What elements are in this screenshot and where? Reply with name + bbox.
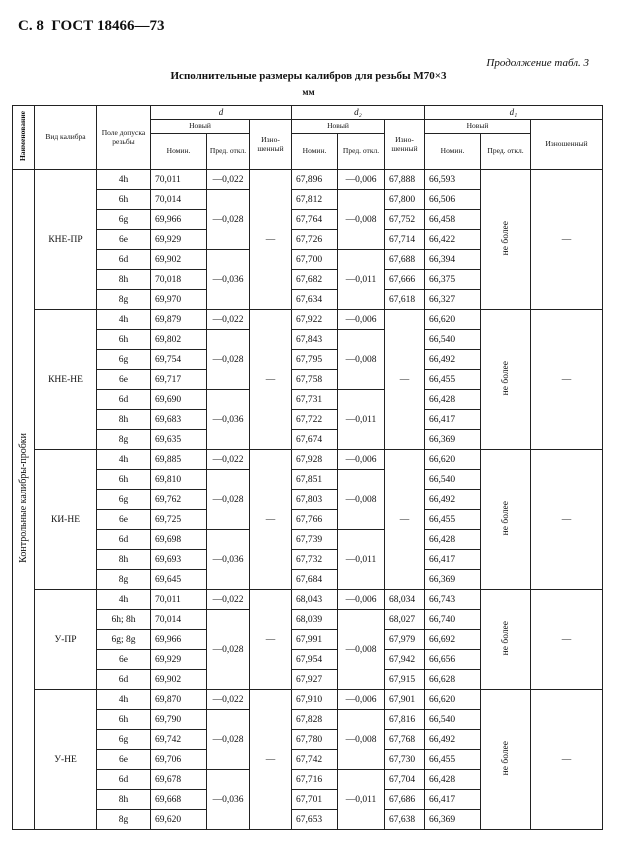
d-nominal: 69,810 [151,470,207,490]
tolerance-field: 8h [97,270,151,290]
page-label: С. 8 [18,18,44,34]
d2-worn: 67,979 [385,630,425,650]
d2-nominal: 67,700 [292,250,338,270]
d1-nominal: 66,620 [425,310,481,330]
table-row [13,170,603,190]
d2-worn-header: Изношенный [385,120,425,170]
d2-worn: 67,638 [385,810,425,830]
d1-nominal: 66,692 [425,630,481,650]
d1-worn: — [531,170,603,310]
d-nominal: 69,690 [151,390,207,410]
d2-worn: 67,800 [385,190,425,210]
d2-nominal: 67,758 [292,370,338,390]
d2-nominal: 67,739 [292,530,338,550]
d2-tolerance: —0,008 [338,610,385,690]
tolerance-field: 6h [97,190,151,210]
d2-worn: 67,618 [385,290,425,310]
d-tolerance: —0,036 [207,530,250,590]
d2-worn: — [385,450,425,590]
d2-nominal: 67,991 [292,630,338,650]
d1-nominal: 66,540 [425,470,481,490]
tolerance-field: 6h [97,710,151,730]
d2-worn: 67,704 [385,770,425,790]
dimensions-table [12,105,603,830]
d1-tolerance [481,690,531,830]
d2-nominal: 67,716 [292,770,338,790]
d-tolerance: —0,028 [207,710,250,770]
d1-nominal: 66,369 [425,430,481,450]
d2-nominal: 68,043 [292,590,338,610]
d-nominal: 69,725 [151,510,207,530]
d2-nominal: 67,742 [292,750,338,770]
d2-nominal: 67,682 [292,270,338,290]
d2-worn: 67,816 [385,710,425,730]
d-nominal: 69,645 [151,570,207,590]
tolerance-field: 8h [97,550,151,570]
d2-nominal: 67,954 [292,650,338,670]
d2-tolerance: —0,008 [338,330,385,390]
d-nominal: 69,668 [151,790,207,810]
d2-new-header: Новый [292,120,385,134]
d1-nominal: 66,455 [425,750,481,770]
d1-nominal: 66,428 [425,530,481,550]
d-nominal-header: Номин. [151,134,207,170]
d1-nominal: 66,740 [425,610,481,630]
d2-nominal: 67,843 [292,330,338,350]
d1-nominal: 66,369 [425,810,481,830]
d2-worn: 67,888 [385,170,425,190]
caliber-type: У-НЕ [35,690,97,830]
tolerance-field: 6g [97,210,151,230]
d-tolerance: —0,022 [207,690,250,710]
d2-tolerance: —0,006 [338,450,385,470]
tolerance-field: 6e [97,650,151,670]
d-col-header: d [151,106,292,120]
d-nominal: 69,966 [151,210,207,230]
tolerance-field: 8h [97,790,151,810]
d-nominal: 70,018 [151,270,207,290]
d1-nominal: 66,620 [425,450,481,470]
d2-nominal: 67,764 [292,210,338,230]
not-more-label: не более [500,220,511,256]
d-tolerance: —0,028 [207,190,250,250]
d-worn: — [250,590,292,690]
d-tolerance: —0,028 [207,330,250,390]
field-col-header: Поле допуска резьбы [97,106,151,170]
d1-nominal: 66,656 [425,650,481,670]
d1-nominal: 66,422 [425,230,481,250]
d1-nominal: 66,417 [425,550,481,570]
d1-nominal: 66,428 [425,770,481,790]
d1-nominal: 66,628 [425,670,481,690]
d1-nominal: 66,455 [425,510,481,530]
group-label-text: Контрольные калибры-пробки [18,433,29,563]
d-nominal: 69,790 [151,710,207,730]
page-header [18,18,164,35]
d-tolerance: —0,022 [207,310,250,330]
tolerance-field: 4h [97,590,151,610]
d2-col-header: d₂ [292,106,425,120]
d-nominal: 70,014 [151,610,207,630]
tolerance-field: 6d [97,670,151,690]
d-nominal: 69,698 [151,530,207,550]
d-nominal: 69,754 [151,350,207,370]
not-more-label: не более [500,500,511,536]
table-row [13,310,603,330]
name-col-header: Наименование [13,106,35,170]
d-nominal: 69,678 [151,770,207,790]
d-nominal: 69,635 [151,430,207,450]
d1-new-header: Новый [425,120,531,134]
d2-nominal: 67,731 [292,390,338,410]
d2-nominal: 67,922 [292,310,338,330]
d2-worn: 67,901 [385,690,425,710]
d2-nominal: 67,653 [292,810,338,830]
d2-nominal-header: Номин. [292,134,338,170]
tolerance-field: 6h; 8h [97,610,151,630]
d2-nominal: 67,927 [292,670,338,690]
d-tolerance: —0,036 [207,390,250,450]
d1-nominal: 66,743 [425,590,481,610]
d-nominal: 69,762 [151,490,207,510]
d1-tolerance-header: Пред. откл. [481,134,531,170]
d-worn: — [250,310,292,450]
d2-tolerance: —0,006 [338,170,385,190]
tolerance-field: 8g [97,570,151,590]
table-row [13,590,603,610]
tolerance-field: 4h [97,310,151,330]
d-nominal: 69,929 [151,230,207,250]
not-more-label: не более [500,620,511,656]
d1-worn: — [531,590,603,690]
d2-nominal: 67,828 [292,710,338,730]
d2-worn: 68,027 [385,610,425,630]
d2-worn: 67,942 [385,650,425,670]
d-nominal: 70,011 [151,590,207,610]
type-col-header: Вид калибра [35,106,97,170]
table-body [13,170,603,830]
tolerance-field: 6d [97,250,151,270]
d2-tolerance: —0,011 [338,770,385,830]
d1-nominal: 66,375 [425,270,481,290]
d1-worn-header: Изношенный [531,120,603,170]
tolerance-field: 8g [97,810,151,830]
d2-nominal: 67,674 [292,430,338,450]
d2-tolerance: —0,011 [338,390,385,450]
tolerance-field: 6e [97,750,151,770]
d2-nominal: 68,039 [292,610,338,630]
d2-nominal: 67,896 [292,170,338,190]
d2-worn: 67,768 [385,730,425,750]
d-tolerance: —0,028 [207,610,250,690]
d2-nominal: 67,803 [292,490,338,510]
d2-tolerance: —0,008 [338,710,385,770]
d2-nominal: 67,928 [292,450,338,470]
d-tolerance: —0,028 [207,470,250,530]
d1-nominal: 66,540 [425,710,481,730]
d2-nominal: 67,780 [292,730,338,750]
d2-tolerance: —0,008 [338,470,385,530]
group-label [13,170,35,830]
tolerance-field: 6d [97,530,151,550]
tolerance-field: 6e [97,510,151,530]
d2-tolerance: —0,011 [338,530,385,590]
d2-nominal: 67,701 [292,790,338,810]
d1-nominal: 66,369 [425,570,481,590]
d-worn: — [250,450,292,590]
d-nominal: 69,929 [151,650,207,670]
standard-number: ГОСТ 18466—73 [51,18,165,34]
tolerance-field: 8h [97,410,151,430]
tolerance-field: 4h [97,450,151,470]
d2-nominal: 67,684 [292,570,338,590]
d2-nominal: 67,732 [292,550,338,570]
d2-tolerance: —0,008 [338,190,385,250]
d-nominal: 70,014 [151,190,207,210]
d-nominal: 69,879 [151,310,207,330]
d1-nominal: 66,540 [425,330,481,350]
caliber-type: КНЕ-ПР [35,170,97,310]
d-new-header: Новый [151,120,250,134]
d1-tolerance [481,450,531,590]
caliber-type: КНЕ-НЕ [35,310,97,450]
d1-nominal: 66,492 [425,490,481,510]
d-nominal: 69,742 [151,730,207,750]
d2-nominal: 67,851 [292,470,338,490]
d-worn-header: Изношенный [250,120,292,170]
d1-nominal: 66,417 [425,410,481,430]
d-nominal: 69,717 [151,370,207,390]
d2-nominal: 67,795 [292,350,338,370]
d1-nominal: 66,455 [425,370,481,390]
d1-nominal: 66,458 [425,210,481,230]
d2-worn: 68,034 [385,590,425,610]
tolerance-field: 6e [97,230,151,250]
d1-col-header: d₁ [425,106,603,120]
d-tolerance: —0,036 [207,250,250,310]
tolerance-field: 6g [97,730,151,750]
d1-nominal: 66,506 [425,190,481,210]
d-tolerance: —0,022 [207,170,250,190]
d2-tolerance-header: Пред. откл. [338,134,385,170]
d1-tolerance [481,590,531,690]
tolerance-field: 6g; 8g [97,630,151,650]
d2-tolerance: —0,006 [338,590,385,610]
d2-worn: 67,666 [385,270,425,290]
d-tolerance: —0,022 [207,450,250,470]
d-nominal: 69,902 [151,250,207,270]
d-nominal: 69,706 [151,750,207,770]
tolerance-field: 6d [97,770,151,790]
d1-tolerance [481,310,531,450]
tolerance-field: 6h [97,330,151,350]
d-nominal: 69,802 [151,330,207,350]
d-worn: — [250,170,292,310]
not-more-label: не более [500,360,511,396]
table-row [13,690,603,710]
d2-nominal: 67,726 [292,230,338,250]
tolerance-field: 8g [97,290,151,310]
d2-nominal: 67,910 [292,690,338,710]
tolerance-field: 6d [97,390,151,410]
d-nominal: 69,970 [151,290,207,310]
d2-nominal: 67,722 [292,410,338,430]
tolerance-field: 4h [97,170,151,190]
d2-worn: 67,686 [385,790,425,810]
d-worn: — [250,690,292,830]
d-nominal: 69,902 [151,670,207,690]
d-tolerance-header: Пред. откл. [207,134,250,170]
d-nominal: 70,011 [151,170,207,190]
d1-nominal: 66,327 [425,290,481,310]
d2-worn: 67,714 [385,230,425,250]
tolerance-field: 6e [97,370,151,390]
d1-worn: — [531,690,603,830]
d1-worn: — [531,310,603,450]
table-row [13,450,603,470]
d-nominal: 69,966 [151,630,207,650]
table-title: Исполнительные размеры калибров для резьбы М70×3 [170,70,447,82]
d1-nominal: 66,620 [425,690,481,710]
caliber-type: КИ-НЕ [35,450,97,590]
d2-worn: 67,915 [385,670,425,690]
table-continuation: Продолжение табл. 3 [486,57,589,69]
d1-nominal: 66,492 [425,730,481,750]
d2-nominal: 67,766 [292,510,338,530]
d-tolerance: —0,036 [207,770,250,830]
d1-worn: — [531,450,603,590]
tolerance-field: 6g [97,350,151,370]
d-tolerance: —0,022 [207,590,250,610]
tolerance-field: 4h [97,690,151,710]
d-nominal: 69,885 [151,450,207,470]
d2-tolerance: —0,006 [338,690,385,710]
d2-worn: 67,688 [385,250,425,270]
d-nominal: 69,683 [151,410,207,430]
d-nominal: 69,870 [151,690,207,710]
d2-worn: 67,730 [385,750,425,770]
tolerance-field: 8g [97,430,151,450]
d1-nominal: 66,428 [425,390,481,410]
d1-nominal: 66,492 [425,350,481,370]
tolerance-field: 6g [97,490,151,510]
d2-tolerance: —0,006 [338,310,385,330]
table-units: мм [302,87,315,97]
d2-worn: — [385,310,425,450]
d2-nominal: 67,812 [292,190,338,210]
d1-nominal: 66,593 [425,170,481,190]
d1-nominal: 66,417 [425,790,481,810]
d1-nominal: 66,394 [425,250,481,270]
tolerance-field: 6h [97,470,151,490]
d2-tolerance: —0,011 [338,250,385,310]
d1-nominal-header: Номин. [425,134,481,170]
d2-worn: 67,752 [385,210,425,230]
caliber-type: У-ПР [35,590,97,690]
d1-tolerance [481,170,531,310]
d-nominal: 69,620 [151,810,207,830]
not-more-label: не более [500,740,511,776]
d-nominal: 69,693 [151,550,207,570]
d2-nominal: 67,634 [292,290,338,310]
